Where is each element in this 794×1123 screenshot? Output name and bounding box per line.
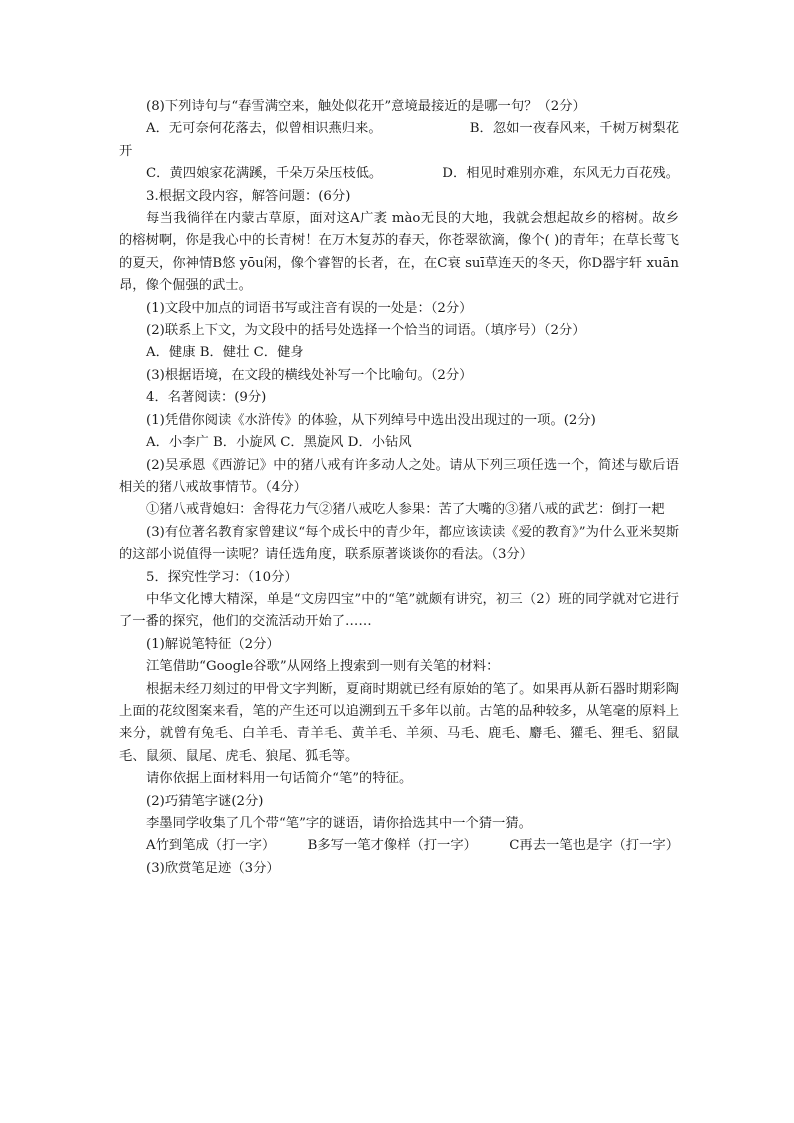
q5-sub1: (1)解说笔特征（2分） bbox=[146, 636, 280, 652]
q4-sub1: (1)凭借你阅读《水浒传》的体验，从下列绰号中选出没出现过的一项。(2分) bbox=[146, 412, 596, 428]
q8-option-b: B．忽如一夜春风来，千树万树梨花 bbox=[469, 121, 679, 137]
q4-sub1-options: A．小李广 B．小旋风 C．黑旋风 D．小钻风 bbox=[146, 435, 412, 451]
q5-riddle-a: A竹到笔成（打一字） bbox=[146, 838, 276, 854]
q4-sub2-items: ①猪八戒背媳妇：舍得花力气②猪八戒吃人参果：苦了大嘴的③猪八戒的武艺：倒打一耙 bbox=[146, 502, 665, 518]
q5-riddle-b: B多写一笔才像样（打一字） bbox=[307, 838, 477, 854]
q3-sub2: (2)联系上下文，为文段中的括号处选择一个恰当的词语。（填序号）（2分） bbox=[146, 323, 586, 339]
q5-sub1-task: 请你依据上面材料用一句话简介“笔”的特征。 bbox=[146, 771, 413, 787]
q3-sub1: (1)文段中加点的词语书写或注音有误的一处是：（2分） bbox=[146, 300, 473, 316]
q3-sub3: (3)根据语境，在文段的横线处补写一个比喻句。（2分） bbox=[146, 367, 473, 383]
q5-riddle-c: C再去一笔也是字（打一字） bbox=[509, 838, 679, 854]
q8-option-a: A．无可奈何花落去，似曾相识燕归来。 bbox=[146, 121, 382, 137]
q5-stem: 5．探究性学习：（10分） bbox=[146, 569, 298, 585]
q4-sub3: (3)有位著名教育家曾建议“每个成长中的青少年，都应该读读《爱的教育》”为什么亚米契斯的这部小说值得一读呢？请任选角度，联系原著谈谈你的看法。（3分） bbox=[119, 524, 679, 563]
q8-option-c: C．黄四娘家花满蹊，千朵万朵压枝低。 bbox=[146, 166, 383, 182]
q8-options-ab bbox=[119, 118, 679, 140]
q5-riddles bbox=[119, 835, 679, 857]
document-content bbox=[119, 96, 679, 880]
q5-material: 根据未经刀刻过的甲骨文字判断，夏商时期就已经有原始的笔了。如果再从新石器时期彩陶上面的花纹图案来看，笔的产生还可以追溯到五千多年以前。古笔的品种较多，从笔毫的原料上来分，就曾有兔毛、白羊毛、青羊毛、黄羊毛、羊须、马毛、鹿毛、麝毛、獾毛、狸毛、貂鼠毛、鼠须、鼠尾、虎毛、狼尾、狐毛等。 bbox=[119, 681, 679, 764]
q5-sub3: (3)欣赏笔足迹（3分） bbox=[146, 860, 280, 876]
q8-stem: (8)下列诗句与“春雪满空来，触处似花开”意境最接近的是哪一句？（2分） bbox=[146, 99, 586, 114]
q3-stem: 3.根据文段内容，解答问题：(6分) bbox=[146, 188, 351, 204]
q5-sub2-intro: 李墨同学收集了几个带“笔”字的谜语，请你拾选其中一个猜一猜。 bbox=[146, 816, 532, 831]
q3-sub2-options: A．健康 B．健壮 C．健身 bbox=[146, 345, 304, 361]
q4-stem: 4．名著阅读：(9分) bbox=[146, 390, 267, 406]
q4-sub2: (2)吴承恩《西游记》中的猪八戒有许多动人之处。请从下列三项任选一个，简述与歇后语相关的猪八戒故事情节。（4分） bbox=[119, 457, 679, 495]
q3-passage: 每当我徜徉在内蒙古草原，面对这A广袤 mào无艮的大地，我就会想起故乡的榕树。故乡的榕树啊，你是我心中的长青树！在万木复苏的春天，你苍翠欲滴，像个( )的青年；在草长莺飞的夏天，你神情B悠 yōu闲，像个睿智的长者，在，在C衰 suī草连天的冬天，你D器宇轩 xuān昂，像个倔强的武士。 bbox=[119, 211, 679, 294]
q5-sub2: (2)巧猜笔字谜(2分) bbox=[146, 793, 264, 809]
q5-intro: 中华文化博大精深，单是“文房四宝”中的“笔”就颇有讲究，初三（2）班的同学就对它进行了一番的探究，他们的交流活动开始了…… bbox=[119, 591, 679, 630]
q8-option-b-continued: 开 bbox=[119, 143, 133, 159]
q8-options-cd bbox=[119, 163, 679, 185]
q5-sub1-intro: 江笔借助“Google谷歌”从网络上搜索到一则有关笔的材料： bbox=[146, 659, 500, 675]
q8-option-d: D．相见时难别亦难，东风无力百花残。 bbox=[442, 166, 679, 182]
